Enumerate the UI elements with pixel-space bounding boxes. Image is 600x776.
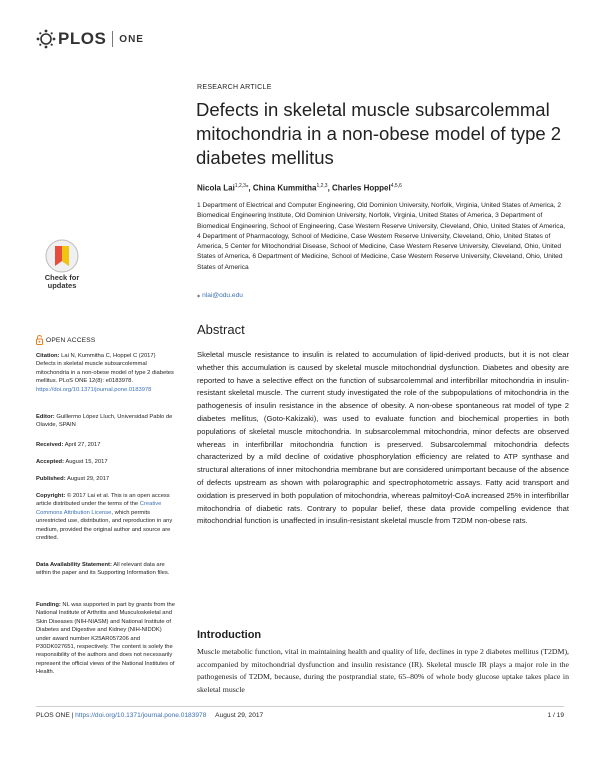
- data-availability-text: All relevant data are within the paper and its Supporting Information files.: [36, 562, 170, 577]
- copyright-text-cont: , which permits unrestricted use, distribution, and reproduction in any medium, provided the original author and source are credited.: [36, 509, 173, 542]
- editor-text: Guillermo López Lluch, Universidad Pablo de Olavide, SPAIN: [36, 414, 173, 429]
- copyright-text: © 2017 Lai et al. This is an open access article distributed under the terms of the: [36, 493, 170, 508]
- check-for-updates-label[interactable]: Check for updates: [44, 273, 80, 290]
- funding-block: [36, 601, 176, 677]
- footer-journal: PLOS ONE: [36, 712, 70, 719]
- abstract-heading: Abstract: [197, 322, 245, 337]
- accepted-label: Accepted:: [36, 459, 65, 465]
- page-number: 1 / 19: [547, 712, 564, 719]
- plos-logo[interactable]: [36, 30, 144, 48]
- author-name[interactable]: Nicola Lai: [197, 183, 235, 193]
- email-link[interactable]: nlai@odu.edu: [202, 292, 243, 299]
- bookmark-icon: [38, 238, 86, 274]
- license-link[interactable]: Creative Commons Attribution License: [36, 501, 162, 516]
- open-access-label: OPEN ACCESS: [36, 335, 95, 345]
- page-footer: [36, 712, 263, 719]
- data-availability-label: Data Availability Statement:: [36, 562, 112, 568]
- editor-block: [36, 413, 176, 430]
- accepted-date: August 15, 2017: [65, 459, 108, 465]
- citation-doi-link[interactable]: https://doi.org/10.1371/journal.pone.0183978: [36, 386, 152, 393]
- plos-logo-icon: [36, 29, 56, 49]
- published-date: August 29, 2017: [66, 476, 110, 482]
- open-lock-icon: [36, 335, 43, 345]
- copyright-block: [36, 492, 176, 542]
- author-name[interactable]: Charles Hoppel: [332, 183, 391, 193]
- editor-label: Editor:: [36, 414, 55, 420]
- article-title: Defects in skeletal muscle subsarcolemmal mitochondria in a non-obese model of type 2 diabetes mellitus: [196, 99, 562, 168]
- citation-block: [36, 352, 176, 394]
- corresponding-email: [197, 291, 243, 299]
- author-name[interactable]: China Kummitha: [252, 183, 317, 193]
- published-block: [36, 475, 176, 483]
- introduction-text: Muscle metabolic function, vital in maintaining health and quality of life, declines in type 2 diabetes mellitus (T2DM), accompanied by mitochondrial dysfunction and insulin resistance (IR). Skeletal muscle IR plays a major role in the pathogenesis of T2DM, because, during the postprandial state, 65–80% of whole body glucose uptake takes place in skeletal muscle: [197, 647, 569, 694]
- copyright-label: Copyright:: [36, 493, 66, 499]
- author-affiliation-marks: 1,2,3: [316, 183, 328, 189]
- affiliations: 1 Department of Electrical and Computer Engineering, Old Dominion University, Norfolk, Virginia, United States of America, 2 Biomedical Engineering Institute, Old Dominion University, Norfolk, Virginia, United States of America, 3 Department of Biomedical Engineering, School of Engineering, Case Western Reserve University, Cleveland, Ohio, United States of America, 4 Department of Pharmacology, School of Medicine, Case Western Reserve University, Cleveland, Ohio, United States of America, 5 Center for Mitochondrial Disease, School of Medicine, Case Western Reserve University, Cleveland, Ohio, United States of America, 6 Department of Medicine, School of Medicine, Case Western Reserve University, Cleveland, Ohio, United States of America: [197, 202, 566, 271]
- author-affiliation-marks: 1,2,3⁎: [234, 183, 249, 189]
- footer-separator: |: [71, 712, 74, 719]
- received-block: [36, 441, 176, 449]
- logo-divider: [112, 31, 113, 47]
- received-date: April 27, 2017: [64, 442, 101, 448]
- accepted-block: [36, 458, 176, 466]
- footer-divider: [36, 706, 564, 707]
- published-label: Published:: [36, 476, 66, 482]
- funding-label: Funding:: [36, 602, 61, 608]
- received-label: Received:: [36, 442, 64, 448]
- author-affiliation-marks: 4,5,6: [390, 183, 402, 189]
- footer-date: August 29, 2017: [215, 712, 264, 719]
- citation-text: Lai N, Kummitha C, Hoppel C (2017) Defects in skeletal muscle subsarcolemmal mitochondria in a non-obese model of type 2 diabetes mellitus. PLoS ONE 12(8): e0183978.: [36, 353, 174, 385]
- citation-label: Citation:: [36, 353, 60, 359]
- journal-name: ONE: [119, 33, 144, 45]
- abstract-text: Skeletal muscle resistance to insulin is related to accumulation of lipid-derived products, but it is not clear whether this accumulation is caused by skeletal muscle mitochondrial dysfunction. Diabetes and obesity are reported to have a selective effect on the function of subsarcolemmal and interfibrillar mitochondria in insulin-resistant skeletal muscle. The current study investigated the role of the subpopulations of mitochondria in the pathogenesis of insulin resistance in the absence of obesity. A non-obese spontaneous rat model of type 2 diabetes mellitus, (Goto-Kakizaki), was used to evaluate function and biochemical properties in both populations of skeletal muscle mitochondria. In subsarcolemmal mitochondria, minor defects are observed whereas in interfibrillar mitochondria function is preserved. Subsarcolemmal mitochondria defects characterized by a mild decline of oxidative phosphorylation efficiency are related to ATP synthase and structural alterations of inner mitochondria membrane but are considered unimportant because of the absence of defects upstream as shown with polarographic and spectrophotometric assays. Fatty acid transport and oxidation is preserved in both population of mitochondria, whereas palmitoyl-CoA increased 25% in interfibrillar mitochondria of diabetic rats. Contrary to popular belief, these data provide compelling evidence that mitochondrial function is unaffected in insulin-resistant skeletal muscle from T2DM non-obese rats.: [197, 350, 569, 526]
- author-list: Nicola Lai$^{1,2,3⁎}$, China Kummitha$^{1,2,3}$, Charles Hoppel$^{4,5,6}$: [197, 183, 402, 193]
- introduction-heading: Introduction: [197, 629, 262, 641]
- funding-text: NL was supported in part by grants from the National Institute of Arthritis and Musculoskeletal and Skin Diseases (NIH-NIASM) and National Institute of Diabetes and Digestive and Kidney (NIH-NIDDK) under award number K25AR057206 and P30DK027651, respectively. The content is solely the responsibility of the authors and does not necessarily represent the official views of the National Institutes of Health.: [36, 602, 175, 676]
- article-type: RESEARCH ARTICLE: [197, 84, 272, 91]
- logo-text: PLOS: [58, 29, 107, 48]
- email-marker: ⁎: [197, 292, 201, 299]
- data-availability-block: [36, 561, 176, 578]
- footer-doi-link[interactable]: https://doi.org/10.1371/journal.pone.0183978: [75, 712, 207, 719]
